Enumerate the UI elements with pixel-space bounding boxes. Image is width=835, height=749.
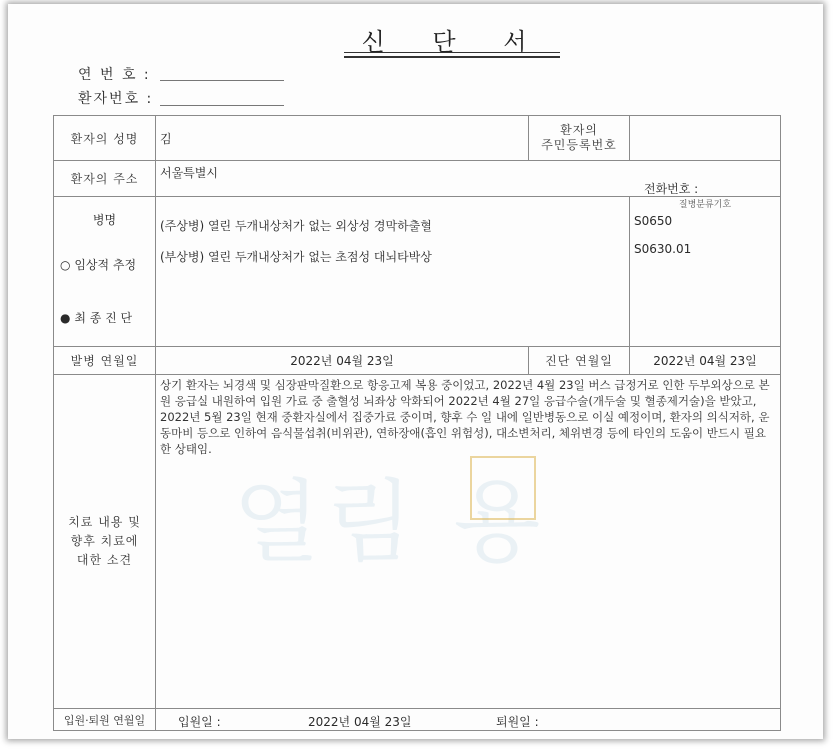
onset-label: 발병 연월일 [54, 347, 156, 375]
diag-date-label: 진단 연월일 [529, 347, 630, 375]
title-underline [344, 52, 560, 53]
diagnosis-row [54, 197, 781, 347]
rrn-value [630, 116, 781, 161]
address-value: 서울특별시 [160, 166, 218, 180]
code-header: 질병분류기호 [678, 200, 732, 210]
diagnosis-label: 병명 [92, 213, 117, 227]
admission-cell [156, 709, 781, 731]
admission-row [54, 709, 781, 731]
patient-no-line [160, 105, 284, 106]
certificate-sheet [8, 4, 823, 739]
option-clinical-label: 임상적 추정 [74, 258, 137, 272]
option-final-label: 최 종 진 단 [74, 311, 133, 325]
address-row [54, 161, 781, 197]
option-final[interactable] [58, 309, 151, 326]
diag-date-value: 2022년 04월 23일 [630, 347, 781, 375]
address-label: 환자의 주소 [54, 161, 156, 197]
name-value: 김 [156, 116, 529, 161]
diagnosis-code-cell [630, 197, 781, 347]
radio-empty-icon: ○ [60, 258, 71, 272]
document-title: 신 단 서 [361, 28, 547, 56]
certificate-form-table [53, 115, 781, 731]
opinion-label: 치료 내용 및 향후 치료에 대한 소견 [54, 375, 156, 709]
reg-no-label: 연 번 호 : [78, 67, 151, 83]
opinion-text: 상기 환자는 뇌경색 및 심장판막질환으로 항응고제 복용 중이었고, 2022년 4월 23일 버스 급정거로 인한 두부외상으로 본원 응급실 내원하여 입원 가료 중 출혈성 뇌좌상 악화되어 2022년 4월 27일 응급수술(개두술 및 혈종제거술)을 받았고, 2022년 5월 23일 현재 중환자실에서 집중가료 중이며, 향후 수 일 내에 일반병동으로 이실 예정이며, 환자의 의식저하, 운동마비 등으로 인하여 음식물섭취(비위관), 연하장애(흡인 위험성), 대소변처리, 체위변경 등에 타인의 도움이 반드시 필요한 상태임. [156, 375, 781, 709]
rrn-label: 환자의 주민등록번호 [529, 116, 630, 161]
patient-no-label: 환자번호 : [78, 91, 154, 107]
primary-code: S0650 [634, 214, 673, 228]
radio-filled-icon: ● [60, 311, 71, 325]
onset-value: 2022년 04월 23일 [156, 347, 529, 375]
opinion-row [54, 375, 781, 709]
name-label: 환자의 성명 [54, 116, 156, 161]
hospital-watermark: 열림 용 [233, 470, 547, 575]
admit-label: 입원일 : [178, 715, 221, 729]
secondary-diagnosis: (부상병) 열린 두개내상처가 없는 초점성 대뇌타박상 [160, 250, 432, 264]
admission-label: 입원·퇴원 연월일 [54, 709, 156, 731]
diagnosis-label-cell [54, 197, 156, 347]
name-row [54, 116, 781, 161]
title-underline-thick [344, 56, 560, 58]
diagnosis-text-cell [156, 197, 630, 347]
option-clinical[interactable] [58, 256, 151, 273]
phone-label: 전화번호 : [644, 182, 699, 196]
onset-row [54, 347, 781, 375]
admit-value: 2022년 04월 23일 [308, 715, 412, 729]
secondary-code: S0630.01 [634, 242, 692, 256]
reg-no-line [160, 80, 284, 81]
primary-diagnosis: (주상병) 열린 두개내상처가 없는 외상성 경막하출혈 [160, 219, 432, 233]
address-cell [156, 161, 781, 197]
discharge-label: 퇴원일 : [496, 715, 539, 729]
